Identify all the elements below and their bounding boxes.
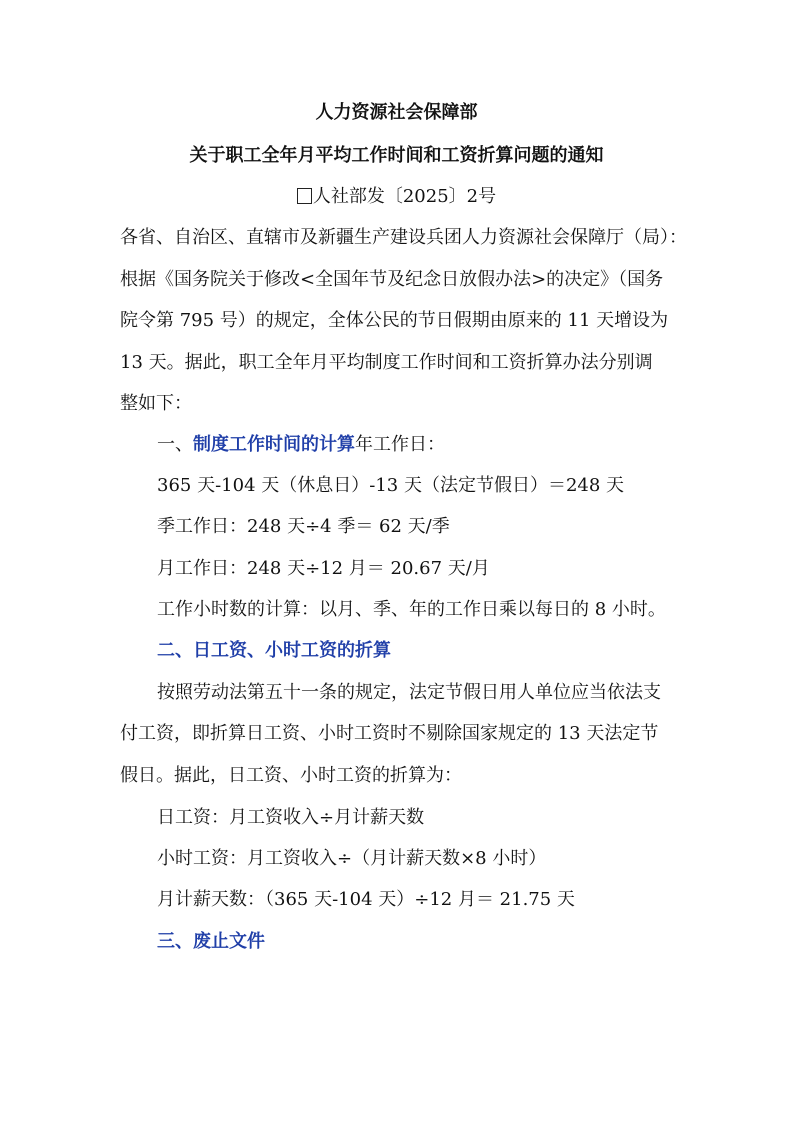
document-title-line1: 人力资源社会保障部 — [315, 102, 478, 123]
intro-line-3: 13 天。据此，职工全年月平均制度工作时间和工资折算办法分别调 — [120, 352, 653, 373]
section1-prefix: 一、 — [157, 434, 193, 455]
intro-line-2: 院令第 795 号）的规定，全体公民的节日假期由原来的 11 天增设为 — [120, 310, 669, 331]
section1-heading-line — [157, 433, 445, 457]
box-mark-icon — [297, 188, 312, 204]
section3-heading: 三、废止文件 — [157, 931, 265, 952]
section1-line-1: 365 天-104 天（休息日）-13 天（法定节假日）＝248 天 — [157, 475, 625, 496]
intro-line-1: 根据《国务院关于修改<全国年节及纪念日放假办法>的决定》（国务 — [120, 269, 664, 290]
section2-para-line-1: 按照劳动法第五十一条的规定，法定节假日用人单位应当依法支 — [157, 682, 661, 703]
section1-suffix: 年工作日： — [355, 434, 445, 455]
section1-heading: 制度工作时间的计算 — [193, 434, 355, 455]
document-number-text: 人社部发〔2025〕2号 — [312, 186, 497, 207]
section2-para-line-3: 假日。据此，日工资、小时工资的折算为： — [120, 765, 462, 786]
formula-daily-wage: 日工资：月工资收入÷月计薪天数 — [157, 807, 425, 828]
document-title-line2: 关于职工全年月平均工作时间和工资折算问题的通知 — [189, 145, 604, 166]
document-number — [0, 182, 793, 208]
section1-line-2: 季工作日：248 天÷4 季＝ 62 天/季 — [157, 516, 450, 537]
salutation: 各省、自治区、直辖市及新疆生产建设兵团人力资源社会保障厅（局）： — [120, 227, 687, 248]
section1-line-3: 月工作日：248 天÷12 月＝ 20.67 天/月 — [157, 558, 490, 579]
section1-line-4: 工作小时数的计算：以月、季、年的工作日乘以每日的 8 小时。 — [157, 599, 666, 620]
intro-line-4: 整如下： — [120, 393, 192, 414]
section2-heading: 二、日工资、小时工资的折算 — [157, 640, 391, 661]
formula-paid-days: 月计薪天数：（365 天-104 天）÷12 月＝ 21.75 天 — [157, 889, 575, 910]
section2-para-line-2: 付工资，即折算日工资、小时工资时不剔除国家规定的 13 天法定节 — [120, 723, 659, 744]
formula-hourly-wage: 小时工资：月工资收入÷（月计薪天数×8 小时） — [157, 848, 547, 869]
